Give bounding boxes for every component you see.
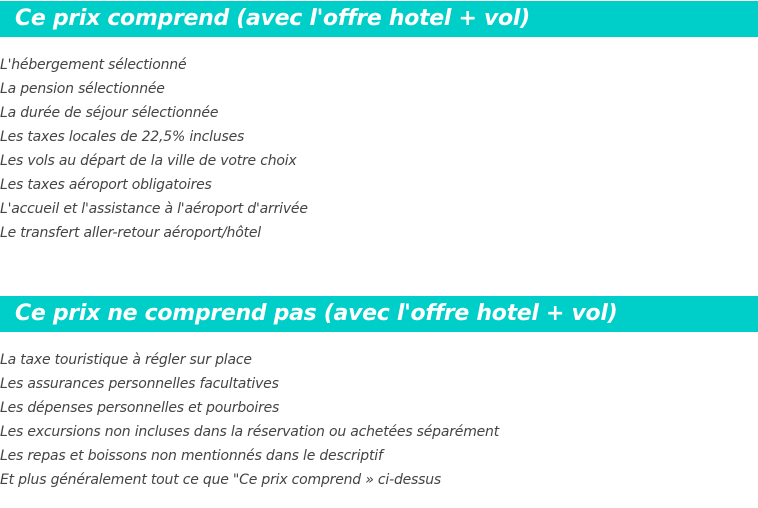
included-section-title: Ce prix comprend (avec l'offre hotel + vol) [0, 1, 758, 37]
list-item: Les vols au départ de la ville de votre choix [0, 153, 297, 169]
list-item: Les excursions non incluses dans la réservation ou achetées séparément [0, 424, 500, 440]
list-item: Les repas et boissons non mentionnés dans le descriptif [0, 448, 383, 464]
list-item: La durée de séjour sélectionnée [0, 105, 219, 121]
list-item: La pension sélectionnée [0, 81, 165, 97]
included-list [0, 53, 308, 245]
list-item: L'hébergement sélectionné [0, 57, 187, 73]
excluded-list [0, 348, 499, 492]
list-item: Les taxes locales de 22,5% incluses [0, 129, 245, 145]
list-item: Et plus généralement tout ce que "Ce prix comprend » ci-dessus [0, 472, 442, 488]
list-item: Les assurances personnelles facultatives [0, 376, 279, 392]
list-item: Les taxes aéroport obligatoires [0, 177, 212, 193]
list-item: L'accueil et l'assistance à l'aéroport d'arrivée [0, 201, 308, 217]
excluded-section-title: Ce prix ne comprend pas (avec l'offre hotel + vol) [0, 296, 758, 332]
list-item: La taxe touristique à régler sur place [0, 352, 252, 368]
list-item: Les dépenses personnelles et pourboires [0, 400, 280, 416]
list-item: Le transfert aller-retour aéroport/hôtel [0, 225, 261, 241]
